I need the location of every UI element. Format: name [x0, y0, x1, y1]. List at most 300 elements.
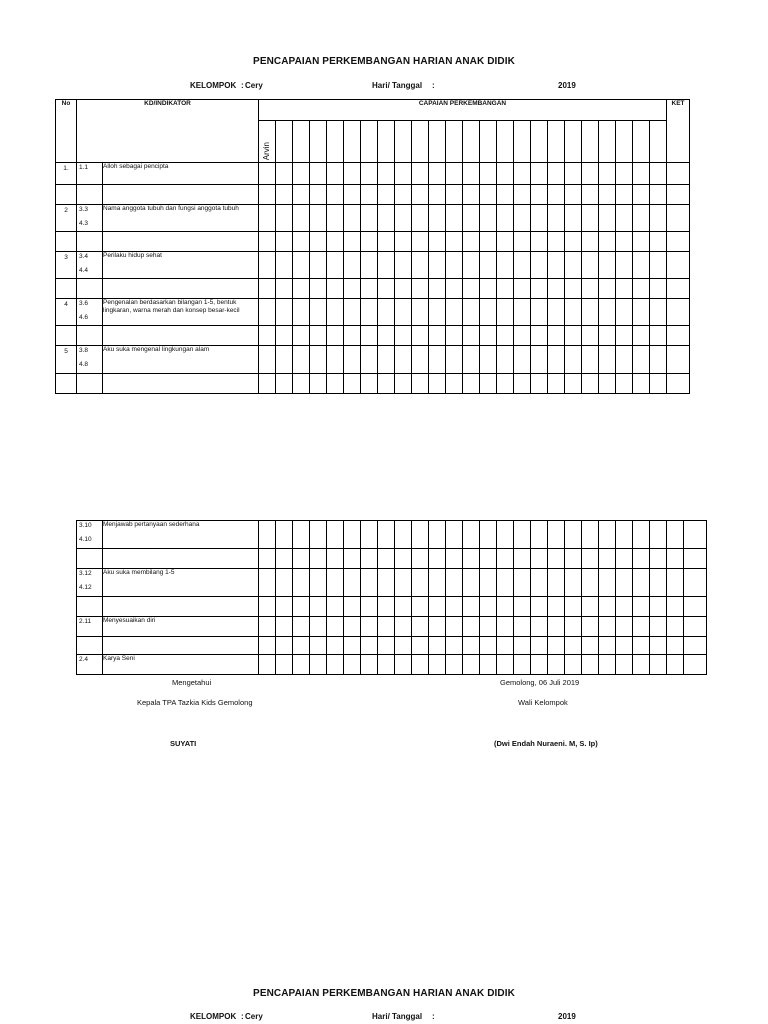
- score-cell: [633, 163, 650, 185]
- score-cell: [395, 205, 412, 232]
- blank-cell: [531, 279, 548, 299]
- blank-cell: [480, 326, 497, 346]
- score-cell: [259, 521, 276, 549]
- score-cell: [276, 617, 293, 637]
- score-cell: [378, 569, 395, 597]
- score-cell: [650, 163, 667, 185]
- student-name-cell: [633, 121, 650, 163]
- score-cell: [429, 205, 446, 232]
- hari-tanggal-separator-2: :: [432, 1012, 435, 1021]
- blank-cell: [344, 597, 361, 617]
- score-cell: [446, 163, 463, 185]
- student-name-cell: [310, 121, 327, 163]
- ket-cell: [684, 521, 707, 549]
- score-cell: [548, 521, 565, 549]
- score-cell: [310, 569, 327, 597]
- table-row: [56, 163, 690, 185]
- blank-cell: [327, 326, 344, 346]
- score-cell: [463, 205, 480, 232]
- spacer-row: [77, 637, 707, 655]
- ket-cell: [684, 655, 707, 675]
- score-cell: [548, 346, 565, 374]
- score-cell: [531, 252, 548, 279]
- score-cell: [582, 617, 599, 637]
- blank-cell: [633, 232, 650, 252]
- student-name-cell: [378, 121, 395, 163]
- score-cell: [616, 252, 633, 279]
- blank-cell: [497, 597, 514, 617]
- score-cell: [548, 252, 565, 279]
- score-cell: [463, 569, 480, 597]
- blank-cell: [378, 279, 395, 299]
- score-cell: [395, 163, 412, 185]
- blank-cell: [514, 326, 531, 346]
- score-cell: [361, 346, 378, 374]
- blank-cell: [310, 597, 327, 617]
- score-cell: [582, 163, 599, 185]
- blank-cell: [446, 232, 463, 252]
- indicator-cell: Pengenalan berdasarkan bilangan 1-5, bentuk lingkaran, warna merah dan konsep besar-kecil: [103, 299, 259, 326]
- blank-cell: [548, 549, 565, 569]
- score-cell: [616, 163, 633, 185]
- kd-code: 4.3: [79, 220, 89, 228]
- score-cell: [276, 521, 293, 549]
- score-cell: [310, 163, 327, 185]
- score-cell: [276, 346, 293, 374]
- kd-code: 3.12: [79, 570, 92, 577]
- score-cell: [633, 299, 650, 326]
- score-cell: [582, 569, 599, 597]
- blank-cell: [599, 637, 616, 655]
- score-cell: [361, 655, 378, 675]
- score-cell: [480, 346, 497, 374]
- row-number: 2: [56, 205, 77, 232]
- kd-code: 2.4: [79, 656, 89, 663]
- blank-cell: [361, 637, 378, 655]
- score-cell: [463, 346, 480, 374]
- score-cell: [276, 299, 293, 326]
- blank-cell: [650, 637, 667, 655]
- score-cell: [565, 346, 582, 374]
- score-cell: [480, 617, 497, 637]
- blank-cell: [497, 549, 514, 569]
- blank-cell: [310, 326, 327, 346]
- score-cell: [361, 205, 378, 232]
- student-name-cell: [344, 121, 361, 163]
- blank-cell: [446, 637, 463, 655]
- score-cell: [276, 205, 293, 232]
- blank-cell: [56, 326, 77, 346]
- blank-cell: [259, 232, 276, 252]
- score-cell: [259, 569, 276, 597]
- score-cell: [378, 205, 395, 232]
- ket-cell: [684, 617, 707, 637]
- score-cell: [327, 163, 344, 185]
- blank-cell: [327, 597, 344, 617]
- progress-table: [55, 99, 690, 394]
- score-cell: [259, 299, 276, 326]
- blank-cell: [599, 549, 616, 569]
- score-cell: [344, 163, 361, 185]
- blank-cell: [463, 185, 480, 205]
- kd-code: 4.4: [79, 267, 89, 275]
- score-cell: [633, 617, 650, 637]
- blank-cell: [565, 326, 582, 346]
- table-row: [77, 655, 707, 675]
- blank-cell: [276, 232, 293, 252]
- blank-cell: [565, 637, 582, 655]
- blank-cell: [480, 185, 497, 205]
- blank-cell: [310, 279, 327, 299]
- blank-cell: [310, 549, 327, 569]
- score-cell: [446, 569, 463, 597]
- blank-cell: [497, 185, 514, 205]
- score-cell: [327, 252, 344, 279]
- score-cell: [293, 252, 310, 279]
- score-cell: [531, 163, 548, 185]
- score-cell: [378, 521, 395, 549]
- blank-cell: [77, 549, 103, 569]
- score-cell: [310, 655, 327, 675]
- blank-cell: [77, 279, 103, 299]
- score-cell: [412, 163, 429, 185]
- blank-cell: [667, 597, 684, 617]
- spacer-row: [56, 232, 690, 252]
- score-cell: [310, 617, 327, 637]
- blank-cell: [633, 279, 650, 299]
- score-cell: [344, 252, 361, 279]
- ket-cell: [667, 252, 690, 279]
- student-name-cell: [446, 121, 463, 163]
- score-cell: [429, 346, 446, 374]
- score-cell: [259, 163, 276, 185]
- score-cell: [667, 655, 684, 675]
- blank-cell: [497, 279, 514, 299]
- blank-cell: [599, 279, 616, 299]
- blank-cell: [276, 597, 293, 617]
- score-cell: [531, 617, 548, 637]
- score-cell: [412, 252, 429, 279]
- score-cell: [497, 346, 514, 374]
- score-cell: [480, 299, 497, 326]
- blank-cell: [514, 232, 531, 252]
- blank-cell: [361, 232, 378, 252]
- blank-cell: [548, 374, 565, 394]
- score-cell: [633, 521, 650, 549]
- kd-cell: [77, 617, 103, 637]
- spacer-row: [77, 597, 707, 617]
- blank-cell: [650, 326, 667, 346]
- blank-cell: [395, 232, 412, 252]
- blank-cell: [361, 549, 378, 569]
- ket-cell: [667, 346, 690, 374]
- row-number: 4: [56, 299, 77, 326]
- score-cell: [616, 521, 633, 549]
- blank-cell: [582, 374, 599, 394]
- score-cell: [259, 346, 276, 374]
- blank-cell: [667, 185, 690, 205]
- kd-cell: [77, 346, 103, 374]
- blank-cell: [463, 597, 480, 617]
- score-cell: [514, 617, 531, 637]
- score-cell: [463, 655, 480, 675]
- blank-cell: [531, 232, 548, 252]
- kd-cell: [77, 252, 103, 279]
- blank-cell: [446, 279, 463, 299]
- blank-cell: [259, 374, 276, 394]
- ket-cell: [684, 569, 707, 597]
- score-cell: [378, 617, 395, 637]
- blank-cell: [667, 637, 684, 655]
- blank-cell: [531, 326, 548, 346]
- student-name-cell: [497, 121, 514, 163]
- blank-cell: [650, 549, 667, 569]
- score-cell: [412, 205, 429, 232]
- kd-code: 4.10: [79, 536, 92, 544]
- blank-cell: [480, 279, 497, 299]
- blank-cell: [497, 374, 514, 394]
- column-header-kd-indikator: KD/INDIKATOR: [77, 100, 259, 163]
- score-cell: [310, 252, 327, 279]
- blank-cell: [616, 637, 633, 655]
- score-cell: [548, 163, 565, 185]
- blank-cell: [565, 185, 582, 205]
- blank-cell: [361, 185, 378, 205]
- score-cell: [599, 569, 616, 597]
- score-cell: [548, 205, 565, 232]
- blank-cell: [103, 374, 259, 394]
- score-cell: [565, 569, 582, 597]
- indicator-cell: Menjawab pertanyaan sederhana: [103, 521, 259, 549]
- score-cell: [514, 299, 531, 326]
- blank-cell: [531, 597, 548, 617]
- blank-cell: [531, 637, 548, 655]
- indicator-cell: Aku suka membilang 1-5: [103, 569, 259, 597]
- student-name-cell: [327, 121, 344, 163]
- blank-cell: [378, 597, 395, 617]
- blank-cell: [412, 279, 429, 299]
- blank-cell: [548, 637, 565, 655]
- blank-cell: [565, 279, 582, 299]
- score-cell: [480, 655, 497, 675]
- score-cell: [429, 617, 446, 637]
- blank-cell: [344, 374, 361, 394]
- score-cell: [565, 205, 582, 232]
- blank-cell: [616, 279, 633, 299]
- blank-cell: [412, 549, 429, 569]
- score-cell: [514, 252, 531, 279]
- score-cell: [599, 346, 616, 374]
- blank-cell: [684, 597, 707, 617]
- column-header-ket: KET: [667, 100, 690, 163]
- score-cell: [531, 346, 548, 374]
- kelompok-label: KELOMPOK: [190, 81, 237, 90]
- blank-cell: [378, 185, 395, 205]
- blank-cell: [429, 279, 446, 299]
- blank-cell: [276, 326, 293, 346]
- blank-cell: [77, 326, 103, 346]
- student-name-cell: [293, 121, 310, 163]
- blank-cell: [276, 637, 293, 655]
- score-cell: [395, 569, 412, 597]
- score-cell: [344, 205, 361, 232]
- score-cell: [361, 163, 378, 185]
- spacer-row: [56, 185, 690, 205]
- blank-cell: [310, 374, 327, 394]
- kd-code: 4.8: [79, 361, 89, 369]
- score-cell: [361, 521, 378, 549]
- score-cell: [667, 617, 684, 637]
- kd-code: 1.1: [79, 164, 89, 171]
- score-cell: [429, 569, 446, 597]
- student-name-cell: [531, 121, 548, 163]
- blank-cell: [616, 185, 633, 205]
- kd-cell: [77, 569, 103, 597]
- score-cell: [599, 617, 616, 637]
- blank-cell: [103, 326, 259, 346]
- blank-cell: [582, 637, 599, 655]
- blank-cell: [531, 549, 548, 569]
- score-cell: [293, 569, 310, 597]
- score-cell: [599, 252, 616, 279]
- blank-cell: [259, 279, 276, 299]
- blank-cell: [463, 326, 480, 346]
- score-cell: [429, 521, 446, 549]
- score-cell: [633, 205, 650, 232]
- blank-cell: [582, 185, 599, 205]
- blank-cell: [259, 185, 276, 205]
- blank-cell: [361, 279, 378, 299]
- student-name-cell: [565, 121, 582, 163]
- blank-cell: [103, 232, 259, 252]
- blank-cell: [276, 374, 293, 394]
- spacer-row: [56, 374, 690, 394]
- score-cell: [259, 252, 276, 279]
- blank-cell: [514, 279, 531, 299]
- score-cell: [429, 252, 446, 279]
- blank-cell: [650, 374, 667, 394]
- score-cell: [514, 655, 531, 675]
- score-cell: [548, 655, 565, 675]
- blank-cell: [378, 232, 395, 252]
- score-cell: [480, 569, 497, 597]
- blank-cell: [77, 374, 103, 394]
- score-cell: [582, 252, 599, 279]
- blank-cell: [103, 597, 259, 617]
- kd-cell: [77, 163, 103, 185]
- score-cell: [650, 617, 667, 637]
- blank-cell: [77, 185, 103, 205]
- wali-kelompok-title: Wali Kelompok: [518, 698, 568, 707]
- score-cell: [378, 655, 395, 675]
- score-cell: [497, 521, 514, 549]
- blank-cell: [463, 232, 480, 252]
- score-cell: [633, 569, 650, 597]
- blank-cell: [514, 637, 531, 655]
- score-cell: [361, 252, 378, 279]
- score-cell: [599, 521, 616, 549]
- score-cell: [531, 299, 548, 326]
- blank-cell: [361, 597, 378, 617]
- student-name-cell: [276, 121, 293, 163]
- blank-cell: [497, 232, 514, 252]
- blank-cell: [548, 232, 565, 252]
- hari-tanggal-label-2: Hari/ Tanggal: [372, 1012, 423, 1021]
- blank-cell: [667, 374, 690, 394]
- score-cell: [650, 346, 667, 374]
- score-cell: [395, 617, 412, 637]
- score-cell: [327, 299, 344, 326]
- kelompok-separator-2: :: [241, 1012, 244, 1021]
- score-cell: [293, 346, 310, 374]
- blank-cell: [103, 279, 259, 299]
- score-cell: [463, 617, 480, 637]
- score-cell: [582, 299, 599, 326]
- blank-cell: [293, 549, 310, 569]
- blank-cell: [633, 374, 650, 394]
- score-cell: [463, 521, 480, 549]
- blank-cell: [429, 185, 446, 205]
- score-cell: [310, 205, 327, 232]
- score-cell: [497, 163, 514, 185]
- year-value-2: 2019: [558, 1012, 576, 1021]
- blank-cell: [684, 637, 707, 655]
- score-cell: [429, 299, 446, 326]
- kelompok-label-2: KELOMPOK: [190, 1012, 237, 1021]
- ket-cell: [667, 205, 690, 232]
- score-cell: [514, 205, 531, 232]
- blank-cell: [497, 637, 514, 655]
- blank-cell: [599, 374, 616, 394]
- student-name-cell: [395, 121, 412, 163]
- score-cell: [497, 205, 514, 232]
- score-cell: [293, 205, 310, 232]
- score-cell: [395, 252, 412, 279]
- hari-tanggal-separator: :: [432, 81, 435, 90]
- blank-cell: [327, 232, 344, 252]
- blank-cell: [480, 549, 497, 569]
- kd-code: 3.10: [79, 522, 92, 529]
- score-cell: [293, 521, 310, 549]
- blank-cell: [103, 637, 259, 655]
- score-cell: [548, 569, 565, 597]
- score-cell: [412, 521, 429, 549]
- score-cell: [310, 346, 327, 374]
- kd-cell: [77, 521, 103, 549]
- blank-cell: [429, 549, 446, 569]
- score-cell: [446, 205, 463, 232]
- column-header-no: No: [56, 100, 77, 163]
- blank-cell: [412, 637, 429, 655]
- indicator-cell: Karya Seni: [103, 655, 259, 675]
- blank-cell: [599, 185, 616, 205]
- score-cell: [412, 569, 429, 597]
- score-cell: [633, 252, 650, 279]
- blank-cell: [378, 637, 395, 655]
- student-name-cell: [582, 121, 599, 163]
- blank-cell: [429, 374, 446, 394]
- score-cell: [310, 299, 327, 326]
- blank-cell: [259, 549, 276, 569]
- blank-cell: [599, 597, 616, 617]
- blank-cell: [293, 597, 310, 617]
- hari-tanggal-label: Hari/ Tanggal: [372, 81, 423, 90]
- score-cell: [599, 163, 616, 185]
- score-cell: [531, 521, 548, 549]
- blank-cell: [344, 279, 361, 299]
- blank-cell: [412, 597, 429, 617]
- blank-cell: [446, 326, 463, 346]
